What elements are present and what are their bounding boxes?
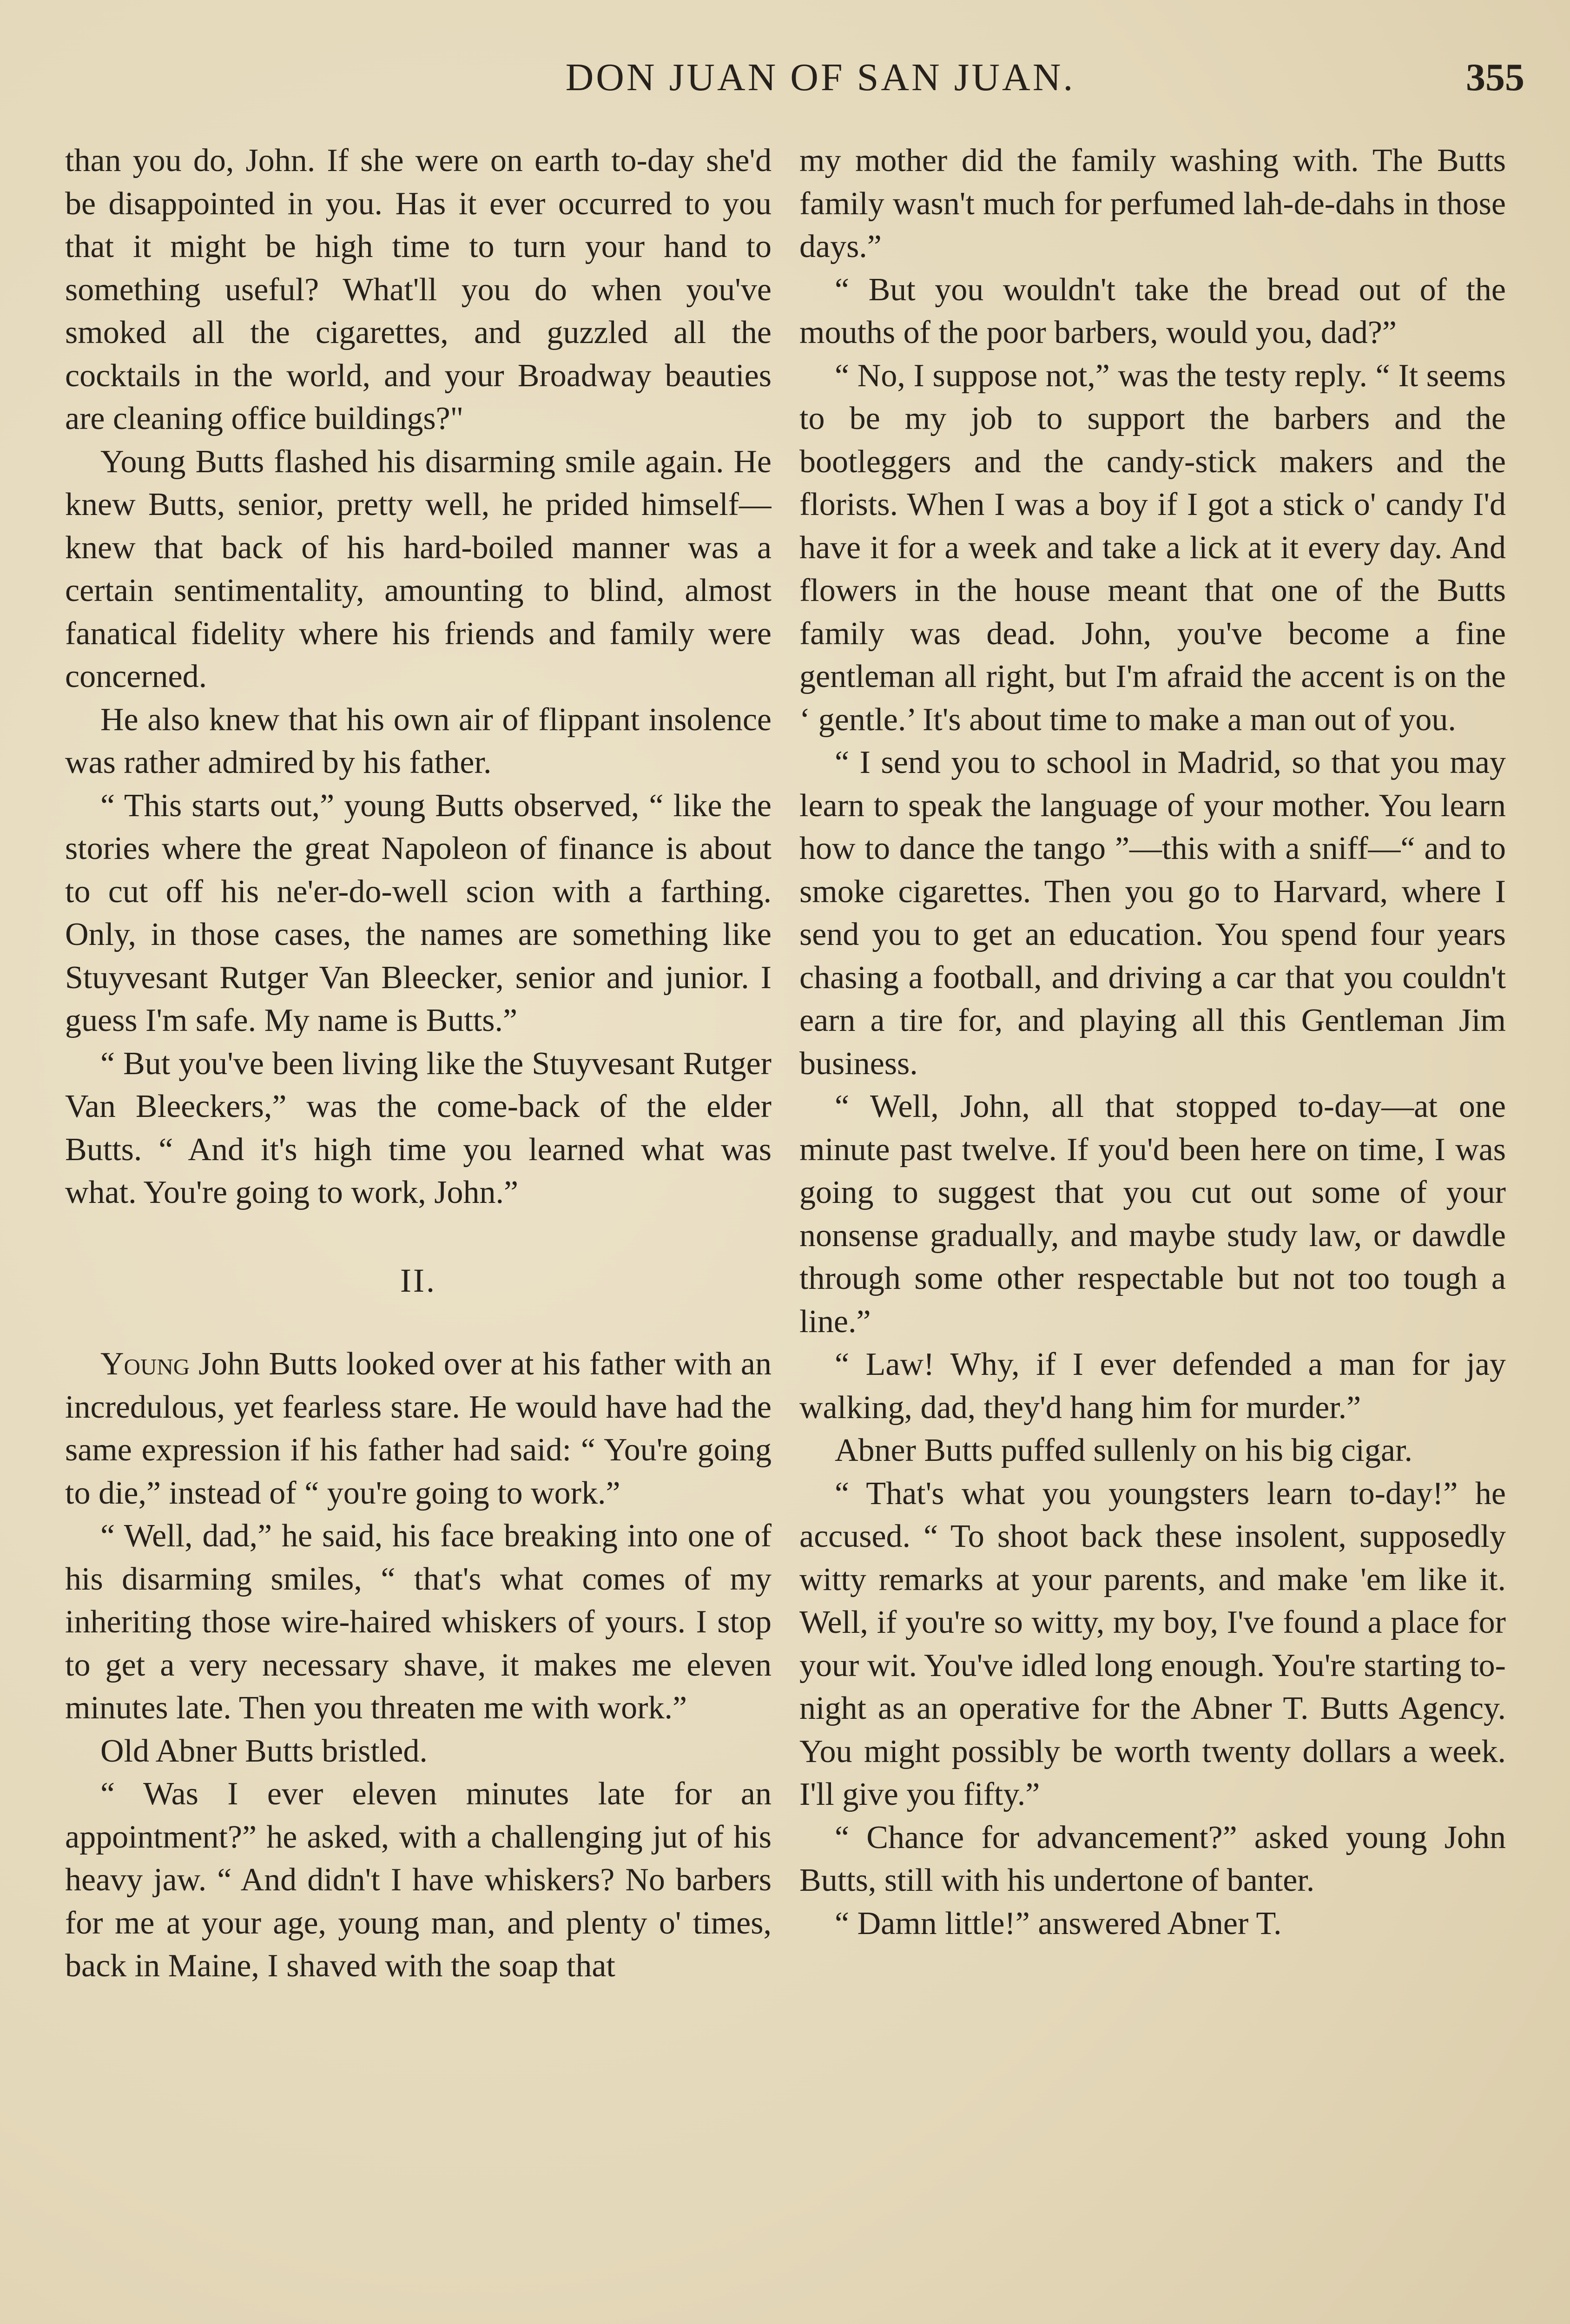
paragraph: “ But you wouldn't take the bread out of the mouths of the poor barbers, would you, dad?” xyxy=(799,271,1506,350)
paragraph: my mother did the family washing with. The Butts family wasn't much for perfumed lah-de-dahs in those days.” xyxy=(799,143,1506,264)
paragraph: “ That's what you youngsters learn to-day!” he accused. “ To shoot back these insolent, supposedly witty remarks at your parents, and make 'em like it. Well, if you're so witty, my boy, I've found a place for your wit. You've idled long enough. You're starting to-night as an operative for the Abner T. Butts Agency. You might possibly be worth twenty dollars a week. I'll give you fifty.” xyxy=(799,1475,1506,1812)
paragraph: “ Chance for advancement?” asked young John Butts, still with his undertone of banter. xyxy=(799,1819,1506,1898)
paragraph: He also knew that his own air of flippant insolence was rather admired by his father. xyxy=(65,701,772,780)
right-column xyxy=(799,139,1506,2324)
paragraph: “ Was I ever eleven minutes late for an appointment?” he asked, with a challenging jut of his heavy jaw. “ And didn't I have whiskers? No barbers for me at your age, young man, and plenty o' times, back in Maine, I shaved with the soap that xyxy=(65,1776,772,1984)
paragraph-lead-word: Young xyxy=(100,1346,190,1382)
paragraph-text: John Butts looked over at his father with an incredulous, yet fearless stare. He would have had the same expression if his father had said: “ You're going to die,” instead of “ you're going to work.” xyxy=(65,1346,772,1511)
section-heading: II. xyxy=(400,1261,436,1299)
left-column xyxy=(65,139,772,2324)
paragraph: “ Law! Why, if I ever defended a man for jay walking, dad, they'd hang him for murder.” xyxy=(799,1347,1506,1426)
paragraph: “ I send you to school in Madrid, so that you may learn to speak the language of your mother. You learn how to dance the tango ”—this with a sniff—“ and to smoke cigarettes. Then you go to Harvard, where I send you to get an education. You spend four years chasing a football, and driving a car that you couldn't earn a tire for, and playing all this Gentleman Jim business. xyxy=(799,745,1506,1082)
paragraph: than you do, John. If she were on earth to-day she'd be disappointed in you. Has it ever occurred to you that it might be high time to turn your hand to something useful? What'll you do when you've smoked all the cigarettes, and guzzled all the cocktails in the world, and your Broadway beauties are cleaning office buildings?" xyxy=(65,143,772,436)
paragraph: Young Butts flashed his disarming smile again. He knew Butts, senior, pretty well, he prided himself—knew that back of his hard-boiled manner was a certain sentimentality, amounting to blind, almost fanatical fidelity where his friends and family were concerned. xyxy=(65,443,772,694)
paragraph: “ Well, dad,” he said, his face breaking into one of his disarming smiles, “ that's what comes of my inheriting those wire-haired whiskers of yours. I stop to get a very necessary shave, it makes me eleven minutes late. Then you threaten me with work.” xyxy=(65,1518,772,1726)
paragraph: “ Damn little!” answered Abner T. xyxy=(835,1905,1282,1941)
paragraph: “ Well, John, all that stopped to-day—at one minute past twelve. If you'd been here on time, I was going to suggest that you cut out some of your nonsense gradually, and maybe study law, or dawdle through some other respectable but not too tough a line.” xyxy=(799,1089,1506,1340)
page-title: DON JUAN OF SAN JUAN. xyxy=(565,56,1075,99)
page-number: 355 xyxy=(1466,56,1524,99)
paragraph: Old Abner Butts bristled. xyxy=(100,1733,428,1769)
paragraph xyxy=(65,1343,772,1515)
running-head xyxy=(0,55,1570,111)
paragraph: Abner Butts puffed sullenly on his big cigar. xyxy=(835,1433,1413,1468)
paragraph: “ But you've been living like the Stuyvesant Rutger Van Bleeckers,” was the come-back of the elder Butts. “ And it's high time you learned what was what. You're going to work, John.” xyxy=(65,1045,772,1210)
paragraph: “ This starts out,” young Butts observed, “ like the stories where the great Napoleon of finance is about to cut off his ne'er-do-well scion with a farthing. Only, in those cases, the names are something like Stuyvesant Rutger Van Bleecker, senior and junior. I guess I'm safe. My name is Butts.” xyxy=(65,787,772,1038)
paragraph: “ No, I suppose not,” was the testy reply. “ It seems to be my job to support the barbers and the bootleggers and the candy-stick makers and the florists. When I was a boy if I got a stick o' candy I'd have it for a week and take a lick at it every day. And flowers in the house meant that one of the Butts family was dead. John, you've become a fine gentleman all right, but I'm afraid the accent is on the ‘ gentle.’ It's about time to make a man out of you. xyxy=(799,357,1506,738)
